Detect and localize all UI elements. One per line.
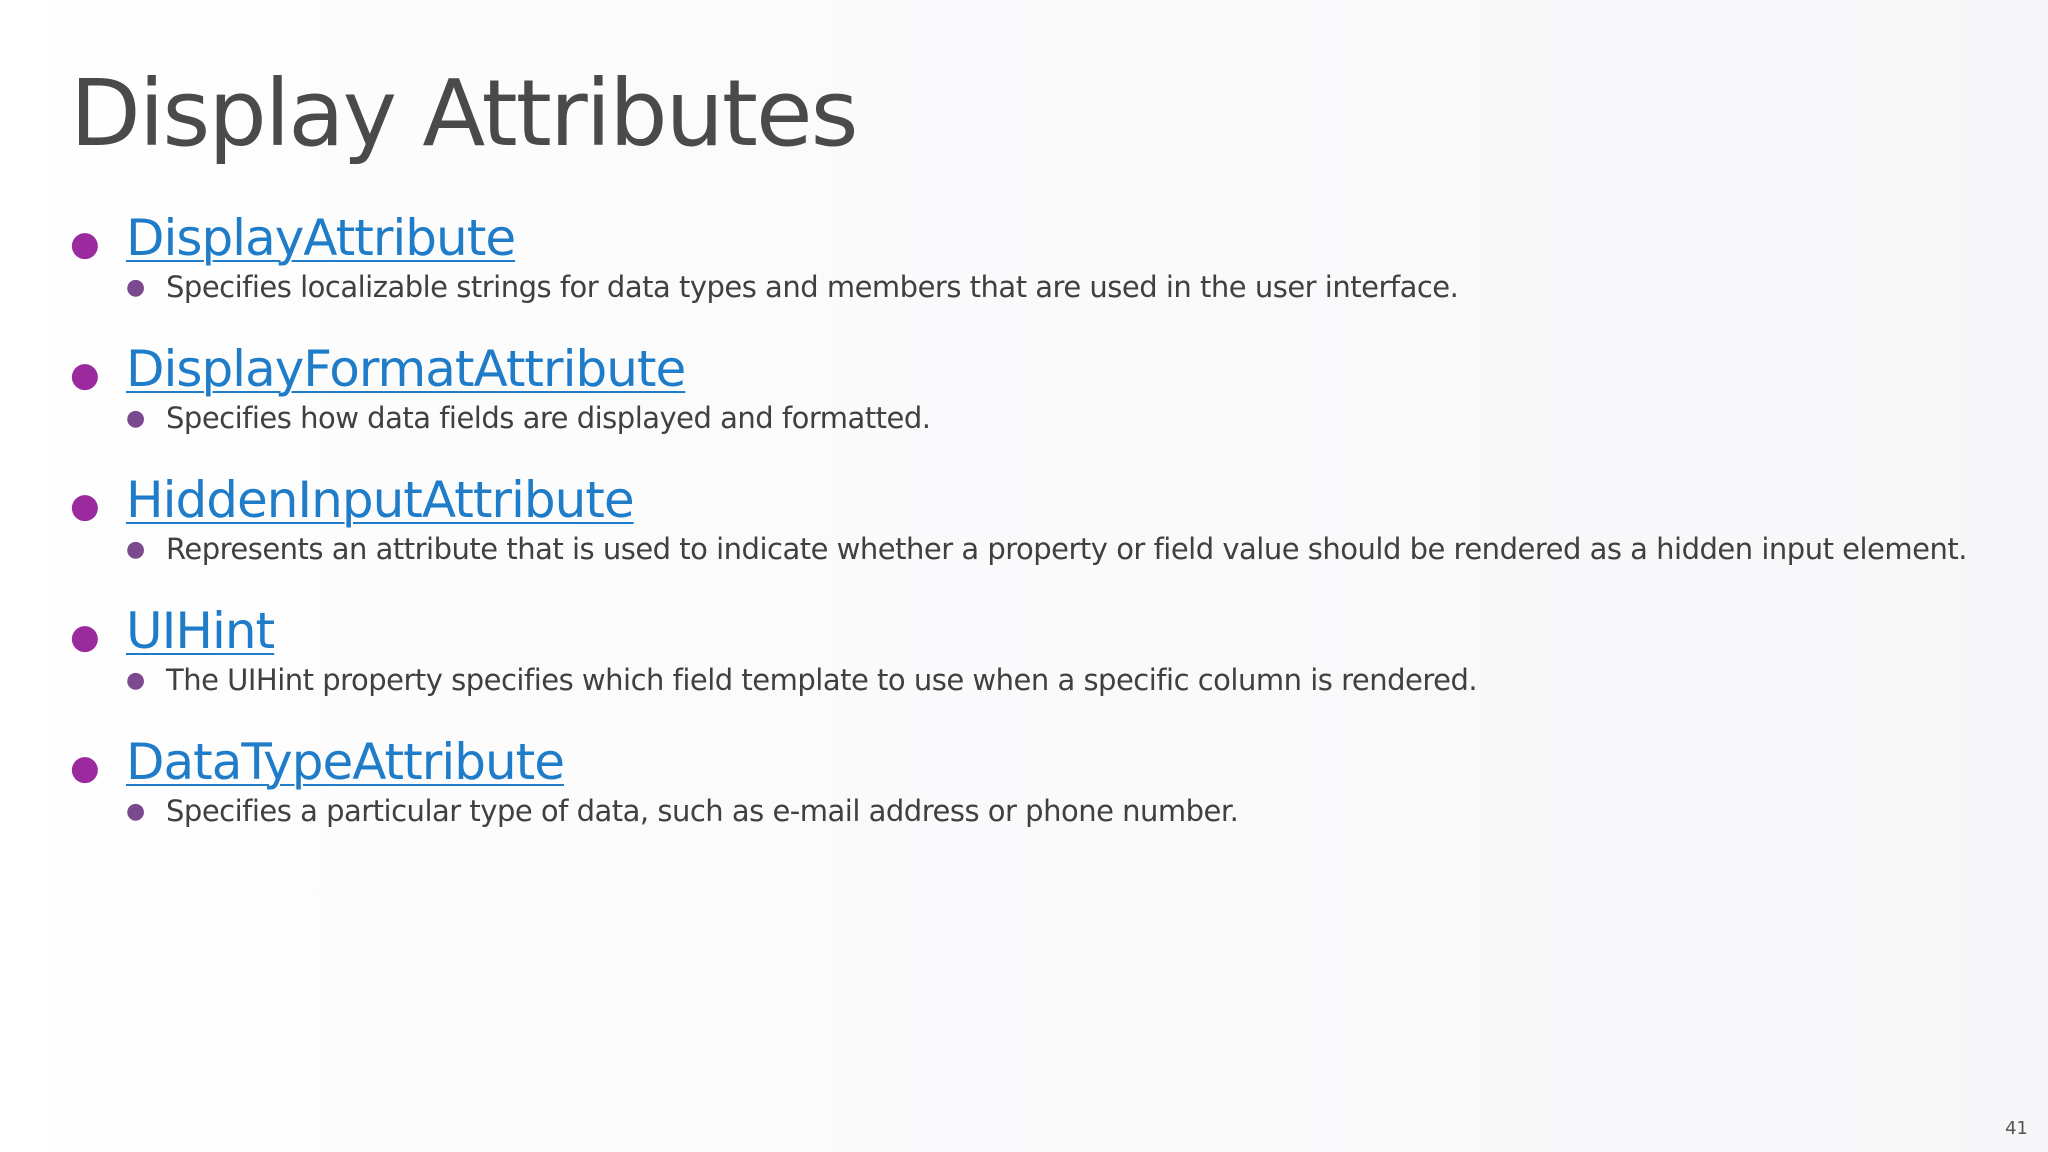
bullet-dot-icon: ● (70, 617, 100, 657)
bullet-dot-icon: ● (70, 486, 100, 526)
display-attribute-description: Specifies localizable strings for data types and members that are used in the user interface. (166, 270, 1459, 304)
list-item (70, 599, 2030, 730)
datatype-attribute-description: Specifies a particular type of data, such as e-mail address or phone number. (166, 794, 1239, 828)
datatype-attribute-link[interactable]: DataTypeAttribute (126, 733, 565, 791)
sub-bullet-dot-icon: ● (126, 406, 146, 431)
sub-bullet-dot-icon: ● (126, 668, 146, 693)
bullet-dot-icon: ● (70, 355, 100, 395)
slide-title: Display Attributes (70, 60, 857, 167)
sub-bullet-dot-icon: ● (126, 799, 146, 824)
uihint-link[interactable]: UIHint (126, 602, 275, 660)
bullet-dot-icon: ● (70, 224, 100, 264)
list-item (70, 206, 2030, 337)
hidden-input-attribute-link[interactable]: HiddenInputAttribute (126, 471, 634, 529)
bullet-dot-icon: ● (70, 748, 100, 788)
list-item (70, 730, 2030, 861)
list-item (70, 468, 2030, 599)
sub-bullet-dot-icon: ● (126, 537, 146, 562)
attribute-list (70, 206, 2030, 861)
slide-number: 41 (2005, 1118, 2028, 1139)
display-format-attribute-link[interactable]: DisplayFormatAttribute (126, 340, 686, 398)
sub-bullet-dot-icon: ● (126, 275, 146, 300)
uihint-description: The UIHint property specifies which field template to use when a specific column is rendered. (166, 663, 1478, 697)
display-attribute-link[interactable]: DisplayAttribute (126, 209, 516, 267)
hidden-input-attribute-description: Represents an attribute that is used to indicate whether a property or field value should be rendered as a hidden input element. (166, 532, 1967, 566)
list-item (70, 337, 2030, 468)
display-format-attribute-description: Specifies how data fields are displayed and formatted. (166, 401, 931, 435)
